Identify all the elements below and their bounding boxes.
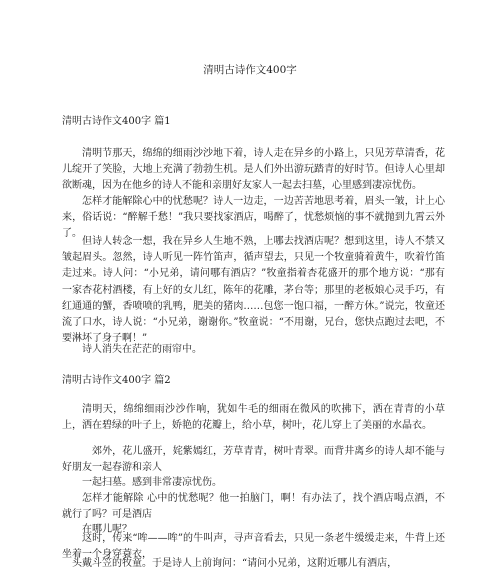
paragraph: 但诗人转念一想，我在异乡人生地不熟，上哪去找酒店呢？想到这里，诗人不禁又皱起眉头。忽然，诗人听见一阵竹笛声，循声望去，只见一个牧童骑着黄牛，吹着竹笛走过来。诗人问：“小兄弟，请问哪有酒店？”牧童指着杏花盛开的那个地方说：“那有一家杏花村酒楼，有上好的女儿红，陈年的花雕，茅台等；那里的老板娘心灵手巧，有红通通的蟹，香喷喷的乳鸭，肥美的猪肉……包您一饱口福，一醉方休。”说完，牧童还流了口水，诗人说：“小兄弟，谢谢你。”牧童说：“不用谢，兄台，您快点跑过去吧，不要淋坏了身子啊！”	[62, 236, 445, 345]
paragraph: 诗人消失在茫茫的雨帘中。	[82, 344, 202, 355]
section-heading-1: 清明古诗作文400字 篇1	[62, 116, 171, 127]
section-heading-2: 清明古诗作文400字 篇2	[62, 375, 171, 386]
paragraph: 怎样才能解除心中的忧愁呢？诗人一边走，一边苦苦地思考着，眉头一皱，计上心来，俗话说：“醉解千愁！”我只要找家酒店，喝醉了，忧愁烦恼的事不就抛到九霄云外了。	[62, 196, 445, 240]
paragraph: 清明天，绵绵细雨沙沙作响，犹如牛毛的细雨在微风的吹拂下，洒在青青的小草上，洒在碧绿的叶子上，娇艳的花瓣上，给小草，树叶，花儿穿上了美丽的水晶衣。	[62, 404, 445, 432]
paragraph: 郊外，花儿盛开，姹紫嫣红，芳草青青，树叶青翠。而背井离乡的诗人却不能与好朋友一起春游和亲人	[62, 446, 445, 474]
document-title: 清明古诗作文400字	[203, 64, 297, 76]
paragraph: 在哪儿呢？	[82, 524, 132, 535]
paragraph: 一起扫墓。感到非常凄凉忧伤。	[82, 477, 222, 488]
paragraph: 怎样才能解除 心中的忧愁呢？他一拍脑门，啊！有办法了，找个酒店喝点酒，不就行了吗？可是酒店	[62, 493, 445, 521]
paragraph: 这时，传来“哞——哞”的牛叫声，寻声音看去，只见一条老牛缓缓走来，牛背上还坐着一个身穿蓑衣，	[62, 533, 445, 561]
paragraph: 头戴斗笠的牧童。于是诗人上前询问：“请问小兄弟，这附近哪儿有酒店，	[72, 558, 398, 569]
paragraph: 清明节那天，绵绵的细雨沙沙地下着，诗人走在异乡的小路上，只见芳草清香，花儿绽开了笑脸，大地上充满了勃勃生机。是人们外出游玩踏青的好时节。但诗人心里却欲断魂，因为在他乡的诗人不能和亲朋好友家人一起去扫墓，心里感到凄凉忧伤。	[62, 148, 445, 192]
